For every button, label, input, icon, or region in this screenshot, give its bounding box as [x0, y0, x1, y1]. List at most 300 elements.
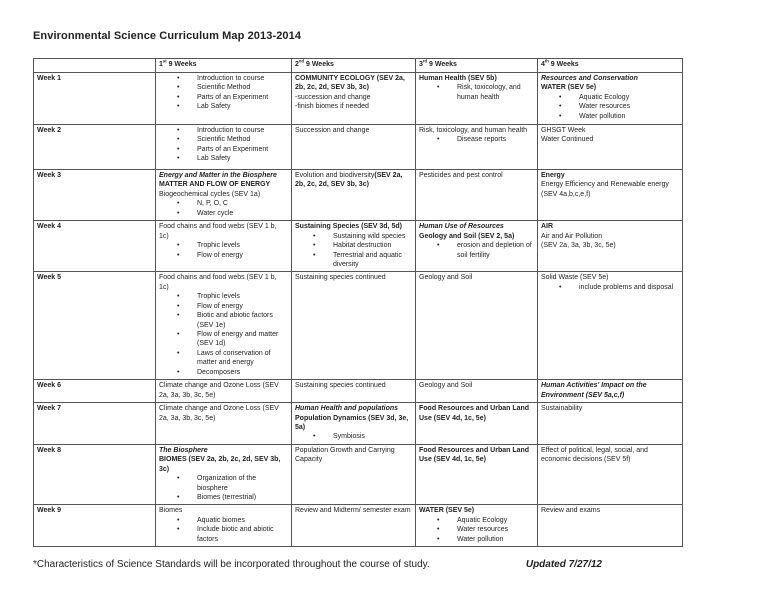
text-segment: Flow of energy	[197, 302, 243, 310]
text-line	[159, 506, 288, 515]
text-segment: Introduction to course	[197, 75, 265, 82]
text-segment: Evolution and biodiversity	[295, 172, 375, 179]
text-segment: Geology and Soil	[419, 382, 473, 390]
text-line	[419, 232, 534, 241]
text-segment: Water Continued	[541, 136, 594, 144]
bullet-text	[579, 283, 679, 292]
bullet-list-item	[419, 525, 534, 534]
text-segment: th	[544, 58, 549, 64]
text-line	[541, 446, 679, 465]
week-label-4: Week 4	[34, 221, 156, 272]
column-header-quarter-1	[156, 59, 292, 73]
text-segment: 9 Weeks	[166, 61, 197, 68]
text-segment: Scientific Method	[197, 84, 251, 92]
text-segment: nd	[298, 58, 305, 64]
bullet-list-item	[541, 102, 679, 111]
bullet-icon: •	[177, 145, 180, 153]
bullet-list-item	[159, 154, 288, 163]
bullet-text	[579, 102, 679, 111]
column-header-quarter-4	[538, 59, 683, 73]
cell-week6-quarter4	[538, 380, 683, 403]
bullet-icon: •	[177, 312, 180, 320]
curriculum-table	[33, 58, 683, 547]
bullet-list-item	[419, 241, 534, 260]
column-header-week	[34, 59, 156, 73]
text-segment: Effect of political, legal, social, and economic decisions (SEV 5f)	[541, 446, 648, 464]
text-segment: The Biosphere	[159, 446, 208, 454]
cell-week3-quarter4	[538, 170, 683, 221]
bullet-icon: •	[177, 331, 180, 338]
bullet-text	[333, 251, 412, 270]
text-segment: st	[162, 58, 167, 64]
week-label-2: Week 2	[34, 125, 156, 170]
bullet-list-item	[159, 368, 288, 377]
cell-week5-quarter1	[156, 272, 292, 380]
bullet-text	[333, 241, 412, 250]
text-line	[541, 126, 679, 135]
text-line	[159, 190, 288, 199]
cell-week3-quarter1	[156, 170, 292, 221]
text-line	[159, 455, 288, 474]
footnote: *Characteristics of Science Standards will be incorporated throughout the course of study.	[33, 559, 430, 571]
week-row-2	[34, 125, 683, 170]
bullet-icon: •	[177, 136, 180, 144]
cell-week9-quarter2	[292, 505, 416, 547]
text-segment: Lab Safety	[197, 155, 231, 163]
text-segment: -succession and change	[295, 93, 371, 101]
text-segment: N, P, O, C	[197, 200, 228, 208]
text-segment: BIOMES (SEV 2a, 2b, 2c, 2d, SEV 3b, 3c)	[159, 456, 281, 473]
text-segment: Population Dynamics (SEV 3d, 3e, 5a)	[295, 414, 409, 431]
cell-week2-quarter3	[416, 125, 538, 170]
cell-week9-quarter1	[156, 505, 292, 547]
text-segment: Sustaining species continued	[295, 382, 386, 390]
text-segment: 9 Weeks	[548, 61, 579, 68]
text-segment: Sustaining wild species	[333, 232, 406, 240]
text-segment: 3	[419, 61, 423, 68]
text-segment: Flow of energy	[197, 251, 243, 259]
text-segment: Biomes (terrestrial)	[197, 494, 257, 501]
text-segment: 4	[541, 61, 545, 68]
text-segment: Air and Air Pollution	[541, 232, 603, 240]
text-segment: WATER (SEV 5e)	[419, 507, 475, 515]
bullet-icon: •	[437, 526, 440, 534]
cell-week7-quarter1	[156, 403, 292, 445]
cell-week1-quarter3	[416, 73, 538, 125]
bullet-list-item	[159, 74, 288, 83]
cell-week7-quarter3	[416, 403, 538, 445]
text-segment: Include biotic and abiotic factors	[197, 526, 274, 543]
week-label-7: Week 7	[34, 403, 156, 445]
cell-week2-quarter2	[292, 125, 416, 170]
bullet-list-item	[541, 112, 679, 121]
cell-week1-quarter1	[156, 73, 292, 125]
week-label-1: Week 1	[34, 73, 156, 125]
week-row-6	[34, 380, 683, 403]
text-segment: Aquatic biomes	[197, 516, 245, 524]
bullet-text	[197, 302, 288, 311]
cell-week7-quarter2	[292, 403, 416, 445]
bullet-list-item	[295, 251, 412, 270]
cell-week1-quarter2	[292, 73, 416, 125]
text-segment: Energy and Matter in the Biosphere	[159, 172, 277, 179]
bullet-text	[457, 135, 534, 144]
text-line	[419, 446, 534, 465]
column-header-quarter-2	[292, 59, 416, 73]
bullet-text	[197, 154, 288, 163]
week-row-4	[34, 221, 683, 272]
bullet-list-item	[159, 241, 288, 250]
bullet-icon: •	[177, 84, 180, 92]
text-segment: erosion and depletion of soil fertility	[457, 242, 532, 259]
bullet-list-item	[159, 349, 288, 368]
bullet-text	[197, 292, 288, 301]
bullet-list-item	[419, 83, 534, 102]
text-segment: Biotic and abiotic factors (SEV 1e)	[197, 312, 273, 329]
cell-week3-quarter2	[292, 170, 416, 221]
bullet-icon: •	[177, 302, 180, 310]
text-line	[295, 171, 412, 190]
header-row	[34, 59, 683, 73]
bullet-text	[197, 135, 288, 144]
text-segment: Human Use of Resources	[419, 223, 504, 231]
text-segment: Risk, toxicology, and human health	[457, 84, 521, 101]
bullet-text	[197, 74, 288, 83]
bullet-text	[197, 145, 288, 154]
cell-week5-quarter3	[416, 272, 538, 380]
text-segment: Review and exams	[541, 507, 601, 515]
cell-week2-quarter4	[538, 125, 683, 170]
bullet-list-item	[419, 135, 534, 144]
cell-week4-quarter3	[416, 221, 538, 272]
text-line	[295, 222, 412, 231]
text-line	[541, 381, 679, 400]
bullet-icon: •	[437, 516, 440, 524]
text-segment: Human Health and populations	[295, 405, 399, 413]
bullet-text	[197, 368, 288, 377]
text-segment: Laws of conservation of matter and energy	[197, 349, 271, 367]
text-segment: Lab Safety	[197, 103, 231, 111]
bullet-text	[457, 516, 534, 525]
bullet-icon: •	[177, 475, 180, 483]
bullet-icon: •	[313, 232, 316, 240]
text-segment: Human Activities' Impact on the Environment (SEV 5a,c,f)	[541, 382, 647, 399]
cell-week5-quarter2	[292, 272, 416, 380]
text-line	[295, 381, 412, 390]
text-line	[295, 506, 412, 515]
text-segment: Pesticides and pest control	[419, 172, 503, 179]
text-line	[159, 180, 288, 189]
document-title: Environmental Science Curriculum Map 2013-2014	[33, 30, 302, 42]
text-segment: COMMUNITY ECOLOGY (SEV 2a, 2b, 2c, 2d, SEV 3b, 3c)	[295, 75, 405, 92]
bullet-list-item	[159, 311, 288, 330]
text-line	[295, 446, 412, 465]
text-segment: Scientific Method	[197, 136, 251, 144]
bullet-icon: •	[559, 93, 562, 101]
text-segment: Trophic levels	[197, 293, 240, 301]
text-segment: Water resources	[579, 103, 631, 111]
text-segment: rd	[422, 58, 428, 64]
text-segment: Geology and Soil (SEV 2, 5a)	[419, 232, 515, 240]
bullet-icon: •	[177, 75, 180, 82]
bullet-list-item	[159, 292, 288, 301]
text-segment: Energy Efficiency and Renewable energy (SEV 4a,b,c,e,f)	[541, 181, 669, 198]
text-segment: Water cycle	[197, 209, 234, 217]
bullet-icon: •	[177, 494, 180, 501]
text-line	[541, 222, 679, 231]
text-line	[541, 241, 679, 250]
bullet-list-item	[541, 93, 679, 102]
text-segment: Sustaining Species (SEV 3d, 5d)	[295, 223, 402, 231]
bullet-icon: •	[177, 516, 180, 524]
text-line	[159, 381, 288, 400]
bullet-icon: •	[177, 251, 180, 259]
text-segment: Water pollution	[457, 535, 504, 543]
text-segment: Geology and Soil	[419, 274, 473, 282]
text-line	[541, 404, 679, 413]
text-segment: Food Resources and Urban Land Use (SEV 4d, 1c, 5e)	[419, 405, 530, 422]
text-segment: Population Growth and Carrying Capacity	[295, 446, 395, 464]
text-line	[295, 74, 412, 93]
text-segment: Parts of an Experiment	[197, 93, 269, 101]
cell-week8-quarter2	[292, 444, 416, 505]
text-segment: Sustaining species continued	[295, 274, 386, 282]
bullet-list-item	[159, 493, 288, 502]
cell-week2-quarter1	[156, 125, 292, 170]
bullet-text	[333, 432, 412, 441]
text-line	[419, 273, 534, 282]
bullet-icon: •	[177, 526, 180, 534]
cell-week6-quarter3	[416, 380, 538, 403]
bullet-list-item	[159, 83, 288, 92]
bullet-list-item	[159, 251, 288, 260]
bullet-text	[197, 241, 288, 250]
text-segment: include problems and disposal	[579, 283, 674, 291]
cell-week6-quarter2	[292, 380, 416, 403]
cell-week6-quarter1	[156, 380, 292, 403]
text-segment: Flow of energy and matter (SEV 1d)	[197, 331, 279, 348]
bullet-icon: •	[437, 84, 440, 92]
bullet-list-item	[159, 525, 288, 544]
text-segment: 1	[159, 61, 163, 68]
text-line	[295, 273, 412, 282]
bullet-icon: •	[313, 433, 316, 441]
text-segment: Parts of an Experiment	[197, 145, 269, 153]
text-line	[295, 102, 412, 111]
bullet-list-item	[295, 241, 412, 250]
text-segment: Human Health (SEV 5b)	[419, 75, 497, 82]
cell-week7-quarter4	[538, 403, 683, 445]
bullet-icon: •	[177, 103, 180, 111]
text-segment: Food Resources and Urban Land Use (SEV 4d, 1c, 5e)	[419, 446, 530, 464]
bullet-icon: •	[177, 242, 180, 250]
text-segment: Climate change and Ozone Loss (SEV 2a, 3a, 3b, 3c, 5e)	[159, 382, 279, 399]
text-line	[159, 404, 288, 423]
text-line	[419, 381, 534, 390]
text-segment: Water pollution	[579, 112, 626, 120]
bullet-list-item	[159, 199, 288, 208]
bullet-text	[197, 349, 288, 368]
cell-week3-quarter3	[416, 170, 538, 221]
bullet-text	[197, 102, 288, 111]
bullet-icon: •	[437, 136, 440, 144]
cell-week8-quarter3	[416, 444, 538, 505]
text-segment: Risk, toxicology, and human health	[419, 127, 528, 134]
text-line	[419, 171, 534, 180]
bullet-list-item	[159, 93, 288, 102]
bullet-text	[197, 330, 288, 349]
bullet-icon: •	[559, 103, 562, 111]
bullet-icon: •	[177, 155, 180, 163]
text-segment: Succession and change	[295, 127, 370, 134]
text-segment: -finish biomes if needed	[295, 103, 369, 111]
text-segment: Decomposers	[197, 368, 241, 376]
text-segment: Introduction to course	[197, 127, 265, 134]
week-label-3: Week 3	[34, 170, 156, 221]
text-segment: Water resources	[457, 526, 509, 534]
text-segment: (SEV 2a, 3a, 3b, 3c, 5e)	[541, 242, 616, 250]
bullet-list-item	[295, 432, 412, 441]
table-body	[34, 73, 683, 547]
text-line	[541, 232, 679, 241]
text-segment: Trophic levels	[197, 242, 240, 250]
text-segment: Terrestrial and aquatic diversity	[333, 251, 402, 268]
cell-week4-quarter4	[538, 221, 683, 272]
bullet-text	[197, 126, 288, 135]
bullet-text	[197, 199, 288, 208]
text-segment: Biomes	[159, 507, 183, 515]
week-label-6: Week 6	[34, 380, 156, 403]
text-segment: 9 Weeks	[427, 61, 457, 68]
bullet-list-item	[419, 516, 534, 525]
bullet-icon: •	[313, 251, 316, 259]
bullet-list-item	[541, 283, 679, 292]
cell-week1-quarter4	[538, 73, 683, 125]
text-segment: Aquatic Ecology	[579, 93, 630, 101]
bullet-icon: •	[177, 349, 180, 357]
bullet-text	[197, 251, 288, 260]
text-segment: Organization of the biosphere	[197, 475, 257, 492]
text-line	[419, 506, 534, 515]
bullet-list-item	[159, 145, 288, 154]
text-line	[295, 93, 412, 102]
bullet-list-item	[159, 209, 288, 218]
text-line	[419, 126, 534, 135]
week-label-5: Week 5	[34, 272, 156, 380]
text-line	[159, 446, 288, 455]
text-segment: Food chains and food webs (SEV 1 b, 1c)	[159, 274, 277, 291]
bullet-text	[333, 232, 412, 241]
cell-week9-quarter4	[538, 505, 683, 547]
text-segment: Habitat destruction	[333, 242, 392, 250]
text-segment: WATER (SEV 5e)	[541, 84, 597, 92]
bullet-icon: •	[177, 209, 180, 217]
week-row-5	[34, 272, 683, 380]
text-line	[541, 273, 679, 282]
bullet-list-item	[159, 126, 288, 135]
text-segment: Sustainability	[541, 405, 583, 413]
bullet-text	[457, 83, 534, 102]
cell-week9-quarter3	[416, 505, 538, 547]
table-header	[34, 59, 683, 73]
bullet-text	[197, 311, 288, 330]
bullet-text	[197, 93, 288, 102]
text-segment: Solid Waste (SEV 5e)	[541, 274, 609, 282]
bullet-icon: •	[313, 242, 316, 250]
text-segment: Food chains and food webs (SEV 1 b, 1c)	[159, 223, 277, 240]
bullet-list-item	[159, 135, 288, 144]
text-line	[541, 171, 679, 180]
text-segment: 2	[295, 61, 299, 68]
week-label-9: Week 9	[34, 505, 156, 547]
text-line	[295, 126, 412, 135]
text-segment: Symbiosis	[333, 433, 365, 441]
text-line	[541, 180, 679, 199]
text-line	[159, 222, 288, 241]
bullet-list-item	[159, 302, 288, 311]
text-line	[541, 74, 679, 83]
bullet-icon: •	[437, 242, 440, 250]
bullet-list-item	[159, 516, 288, 525]
bullet-icon: •	[437, 535, 440, 543]
bullet-icon: •	[177, 368, 180, 376]
text-segment: (SEV 2a, 2b, 2c, 2d, SEV 3b, 3c)	[295, 172, 403, 189]
week-label-8: Week 8	[34, 444, 156, 505]
bullet-text	[197, 493, 288, 502]
cell-week4-quarter2	[292, 221, 416, 272]
bullet-text	[197, 525, 288, 544]
week-row-7	[34, 403, 683, 445]
bullet-text	[457, 535, 534, 544]
bullet-text	[457, 525, 534, 534]
bullet-text	[457, 241, 534, 260]
text-segment: Climate change and Ozone Loss (SEV 2a, 3a, 3b, 3c, 5e)	[159, 405, 279, 422]
text-segment: AIR	[541, 223, 554, 231]
text-line	[159, 171, 288, 180]
bullet-text	[579, 93, 679, 102]
cell-week5-quarter4	[538, 272, 683, 380]
text-line	[419, 404, 534, 423]
bullet-text	[197, 474, 288, 493]
text-segment: Review and Midterm/ semester exam	[295, 507, 411, 515]
text-line	[419, 74, 534, 83]
bullet-icon: •	[177, 293, 180, 301]
bullet-icon: •	[177, 200, 180, 208]
week-row-3	[34, 170, 683, 221]
text-line	[159, 273, 288, 292]
cell-week8-quarter1	[156, 444, 292, 505]
bullet-list-item	[419, 535, 534, 544]
text-line	[419, 222, 534, 231]
cell-week4-quarter1	[156, 221, 292, 272]
bullet-list-item	[159, 474, 288, 493]
column-header-quarter-3	[416, 59, 538, 73]
bullet-text	[197, 83, 288, 92]
text-line	[541, 135, 679, 144]
text-line	[295, 414, 412, 433]
bullet-icon: •	[177, 127, 180, 134]
cell-week8-quarter4	[538, 444, 683, 505]
bullet-icon: •	[559, 283, 562, 291]
text-segment: GHSGT Week	[541, 127, 586, 134]
text-segment: MATTER AND FLOW OF ENERGY	[159, 181, 271, 189]
text-line	[541, 83, 679, 92]
bullet-text	[197, 516, 288, 525]
bullet-list-item	[159, 330, 288, 349]
updated-date: Updated 7/27/12	[525, 559, 602, 571]
bullet-list-item	[295, 232, 412, 241]
page-footer	[33, 559, 682, 570]
